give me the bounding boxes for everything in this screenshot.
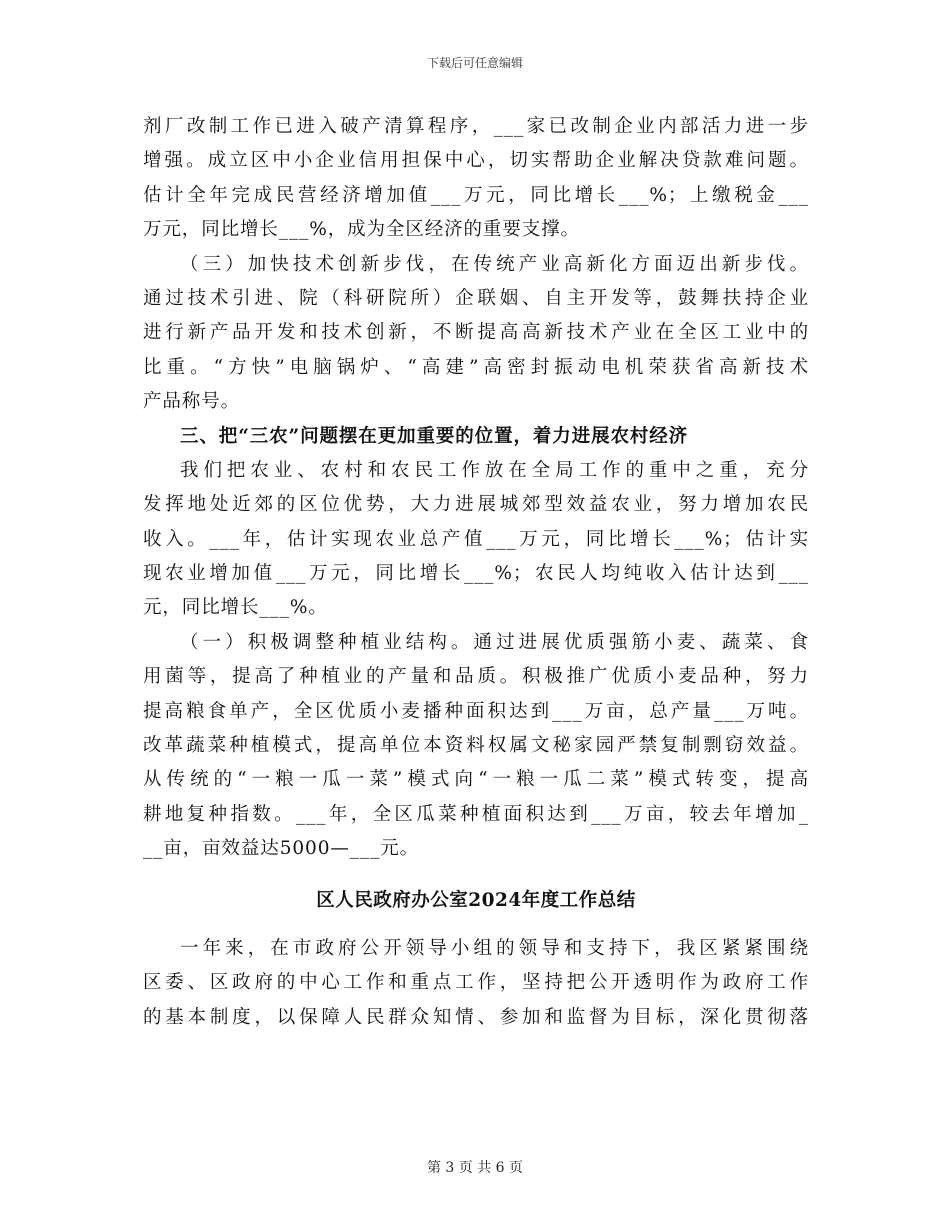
body-line: 比重。“方快”电脑锅炉、“高建”高密封振动电机荣获省高新技术 [143, 356, 809, 378]
body-line: 区委、区政府的中心工作和重点工作，坚持把公开透明作为政府工作 [143, 972, 809, 994]
page-number: 第 3 页 共 6 页 [426, 1160, 524, 1176]
body-line: 我们把农业、农村和农民工作放在全局工作的重中之重，充分 [180, 459, 809, 481]
body-line: 万元，同比增长___%，成为全区经济的重要支撑。 [143, 219, 580, 241]
page-header-note: 下载后可任意编辑 [426, 56, 523, 70]
body-line: （一）积极调整种植业结构。通过进展优质强筋小麦、蔬菜、食 [180, 631, 809, 653]
body-line: 发挥地处近郊的区位优势，大力进展城郊型效益农业，努力增加农民 [143, 494, 809, 516]
body-line: 进行新产品开发和技术创新，不断提高高新技术产业在全区工业中的 [143, 322, 809, 344]
body-line: （三）加快技术创新步伐，在传统产业高新化方面迈出新步伐。 [180, 253, 809, 275]
document-body [143, 110, 809, 1035]
body-line: 的基本制度，以保障人民群众知情、参加和监督为目标，深化贯彻落 [143, 1006, 809, 1028]
body-line: __亩，亩效益达5000—___元。 [143, 838, 420, 860]
body-line: 提高粮食单产，全区优质小麦播种面积达到___万亩，总产量___万吨。 [143, 700, 809, 722]
section-heading: 三、把“三农”问题摆在更加重要的位置，着力进展农村经济 [180, 425, 689, 447]
body-line: 产品称号。 [143, 391, 241, 413]
body-line: 剂厂改制工作已进入破产清算程序，___家已改制企业内部活力进一步 [143, 116, 809, 137]
body-line: 现农业增加值___万元，同比增长___%；农民人均纯收入估计达到___ [143, 563, 809, 585]
body-line: 改革蔬菜种植模式，提高单位本资料权属文秘家园严禁复制剽窃效益。 [143, 735, 809, 757]
body-line: 耕地复种指数。___年，全区瓜菜种植面积达到___万亩，较去年增加_ [143, 803, 809, 825]
body-line: 收入。___年，估计实现农业总产值___万元，同比增长___%；估计实 [143, 528, 809, 550]
body-line: 通过技术引进、院（科研院所）企联姻、自主开发等，鼓舞扶持企业 [143, 287, 809, 309]
body-line: 元，同比增长___%。 [143, 597, 328, 619]
body-line: 估计全年完成民营经济增加值___万元，同比增长___%；上缴税金___ [143, 184, 809, 206]
body-line: 用菌等，提高了种植业的产量和品质。积极推广优质小麦品种，努力 [143, 666, 809, 688]
body-line: 增强。成立区中小企业信用担保中心，切实帮助企业解决贷款难问题。 [143, 150, 809, 172]
document-title: 区人民政府办公室2024年度工作总结 [316, 889, 636, 911]
body-line: 一年来，在市政府公开领导小组的领导和支持下，我区紧紧围绕 [180, 937, 809, 959]
body-line: 从传统的“一粮一瓜一菜”模式向“一粮一瓜二菜”模式转变，提高 [143, 769, 809, 791]
